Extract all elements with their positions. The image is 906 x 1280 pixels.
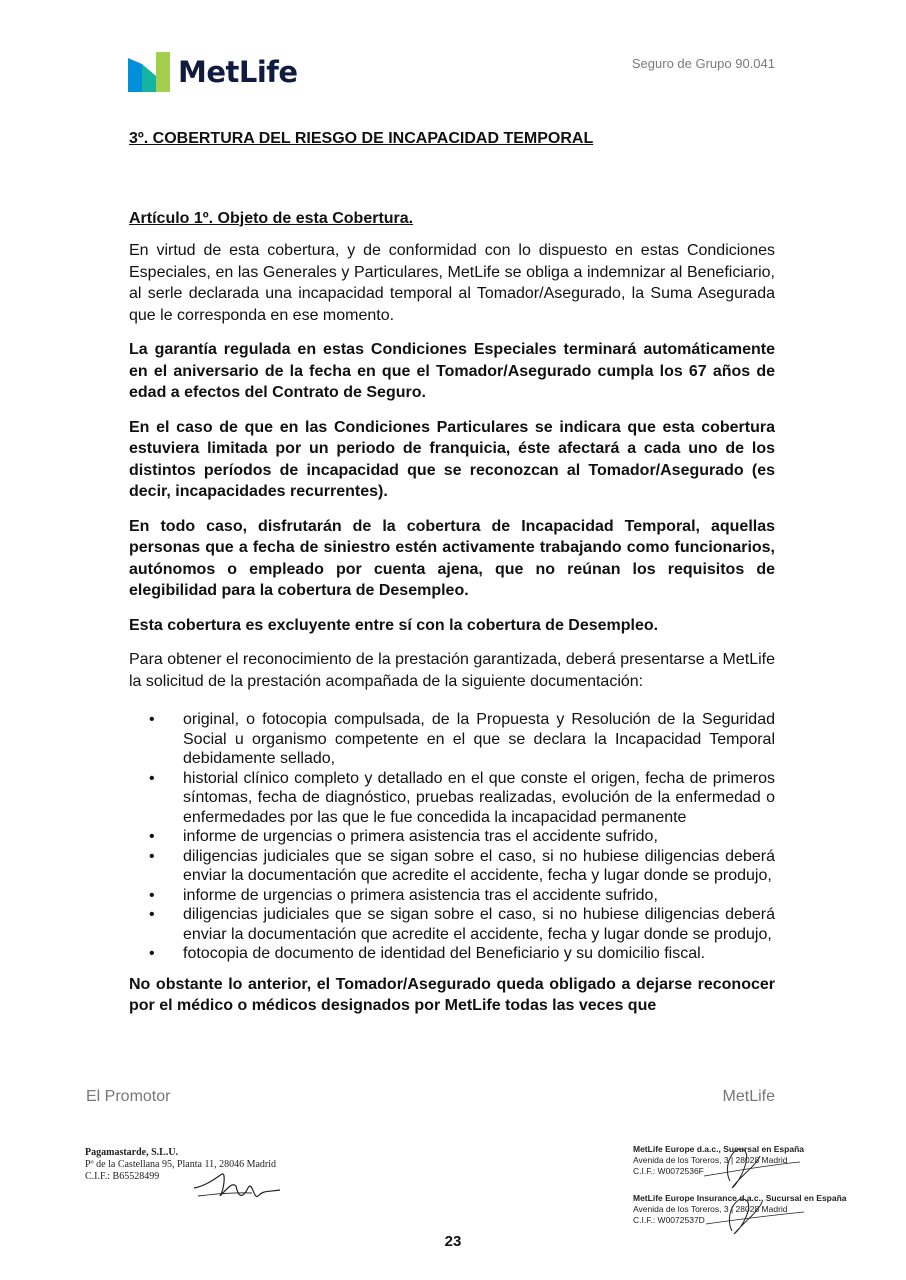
paragraph-franchise: En el caso de que en las Condiciones Particulares se indicara que esta cobertura estuviera limitada por un periodo de franquicia, éste afectará a cada uno de los distintos períodos de incapacidad que se reconozcan al Tomador/Asegurado (es decir, incapacidades recurrentes). <box>129 418 775 500</box>
metlife-signature-icon <box>700 1136 810 1236</box>
bullet-icon: • <box>149 886 155 904</box>
list-item: • fotocopia de documento de identidad del Beneficiario y su domicilio fiscal. <box>149 945 706 962</box>
logo-text: MetLife <box>178 55 298 89</box>
policy-reference: Seguro de Grupo 90.041 <box>631 56 775 71</box>
insurer-address: Avenida de los Toreros, 3 | 28028 Madrid <box>633 1204 788 1214</box>
bullet-icon: • <box>149 711 155 728</box>
promotor-name: Pagamastarde, S.L.U. <box>85 1147 179 1158</box>
metlife-logo-icon <box>128 52 170 92</box>
metlife-logo <box>128 52 298 92</box>
list-item: • informe de urgencias o primera asistencia tras el accidente sufrido, <box>149 886 658 904</box>
bullet-icon: • <box>149 906 155 923</box>
list-item: • diligencias judiciales que se sigan sobre el caso, si no hubiese diligencias deberá enviar la documentación que acredite el accidente, fecha y lugar donde se produjo, <box>149 847 775 884</box>
article-title: Artículo 1º. Objeto de esta Cobertura. <box>129 209 414 227</box>
document-body <box>129 128 775 1017</box>
bullet-icon: • <box>149 847 155 865</box>
paragraph-medical-exam: No obstante lo anterior, el Tomador/Asegurado queda obligado a dejarse reconocer por el médico o médicos designados por MetLife todas las veces que <box>129 975 775 1014</box>
insurer-address: Avenida de los Toreros, 3 | 28028 Madrid <box>633 1155 788 1165</box>
promotor-address: Pº de la Castellana 95, Planta 11, 28046 Madrid <box>85 1159 277 1170</box>
promotor-signature-icon <box>192 1166 282 1206</box>
footer-metlife-label: MetLife <box>722 1088 775 1105</box>
bullet-icon: • <box>149 828 155 845</box>
insurer-cif: C.I.F.: W0072537D <box>633 1215 705 1225</box>
list-item: • original, o fotocopia compulsada, de la Propuesta y Resolución de la Seguridad Social u organismo competente en el que se declara la Incapacidad Temporal debidamente sellado, <box>149 711 775 767</box>
paragraph-exclusive: Esta cobertura es excluyente entre sí con la cobertura de Desempleo. <box>129 616 659 634</box>
section-title: 3º. COBERTURA DEL RIESGO DE INCAPACIDAD TEMPORAL <box>129 130 594 147</box>
insurer-name: MetLife Europe Insurance d.a.c., Sucursal en España <box>633 1193 847 1203</box>
documentation-list <box>129 710 775 964</box>
paragraph-documentation: Para obtener el reconocimiento de la prestación garantizada, deberá presentarse a MetLife la solicitud de la prestación acompañada de la siguiente documentación: <box>129 651 775 690</box>
bullet-icon: • <box>149 769 155 787</box>
bullet-icon: • <box>149 945 155 962</box>
insurer-name: MetLife Europe d.a.c., Sucursal en España <box>633 1144 804 1154</box>
paragraph-object: En virtud de esta cobertura, y de conformidad con lo dispuesto en estas Condiciones Especiales, en las Generales y Particulares, MetLife se obliga a indemnizar al Beneficiario, al serle declarada una incapacidad temporal al Tomador/Asegurado, la Suma Asegurada que le corresponda en ese momento. <box>129 242 775 324</box>
list-item: • diligencias judiciales que se sigan sobre el caso, si no hubiese diligencias deberá enviar la documentación que acredite el accidente, fecha y lugar donde se produjo, <box>149 906 775 943</box>
paragraph-eligibility: En todo caso, disfrutarán de la cobertura de Incapacidad Temporal, aquellas personas que a fecha de siniestro estén activamente trabajando como funcionarios, autónomos o empleado por cuenta ajena, que no reúnan los requisitos de elegibilidad para la cobertura de Desempleo. <box>129 517 775 599</box>
list-item: • historial clínico completo y detallado en el que conste el origen, fecha de primeros síntomas, fecha de diagnóstico, pruebas realizadas, evolución de la enfermedad o enfermedades por las que le fue concedida la incapacidad permanente <box>149 769 775 826</box>
paragraph-termination: La garantía regulada en estas Condiciones Especiales terminará automáticamente en el aniversario de la fecha en que el Tomador/Asegurado cumpla los 67 años de edad a efectos del Contrato de Seguro. <box>129 341 775 401</box>
list-item: • informe de urgencias o primera asistencia tras el accidente sufrido, <box>149 828 658 845</box>
insurer-cif: C.I.F.: W0072536F <box>633 1166 704 1176</box>
page-number: 23 <box>444 1233 462 1250</box>
promotor-cif: C.I.F.: B65528499 <box>85 1171 160 1182</box>
footer-promotor-label: El Promotor <box>86 1088 171 1105</box>
